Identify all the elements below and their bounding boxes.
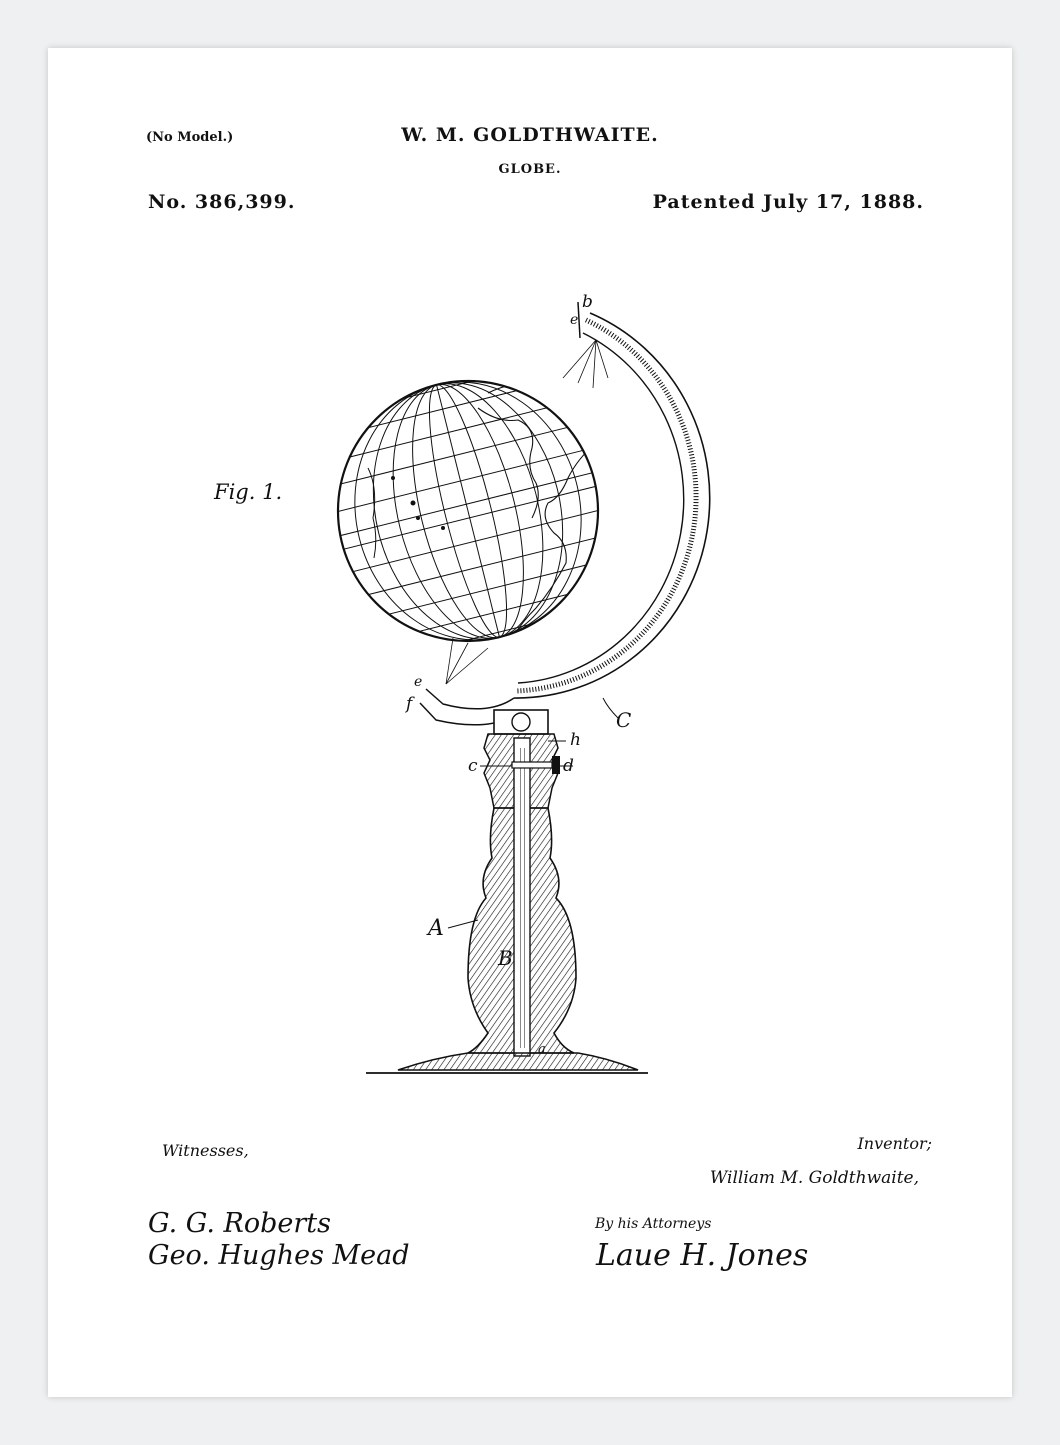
figure-label: Fig. 1. <box>214 480 283 504</box>
globe-sphere <box>301 340 636 684</box>
witnesses-label: Witnesses, <box>162 1141 249 1160</box>
inventor-signature: William M. Goldthwaite, <box>709 1168 919 1188</box>
inventor-heading: W. M. GOLDTHWAITE. <box>401 124 659 146</box>
patent-sheet <box>48 48 1012 1397</box>
pedestal-stand <box>366 710 648 1073</box>
globe-drawing <box>48 48 1012 1397</box>
inventor-label: Inventor; <box>857 1134 932 1153</box>
no-model-note: (No Model.) <box>146 130 234 145</box>
part-label-A: A <box>428 916 444 941</box>
part-label-e-bottom: e <box>414 674 423 690</box>
part-label-C: C <box>616 708 632 732</box>
part-label-d: d <box>563 756 574 776</box>
attorneys-label: By his Attorneys <box>595 1216 712 1232</box>
patent-number: No. 386,399. <box>148 191 296 213</box>
part-label-h: h <box>570 730 581 750</box>
invention-title: GLOBE. <box>498 162 562 177</box>
witness-signature-1: G. G. Roberts <box>148 1208 332 1239</box>
part-label-c: c <box>468 756 478 776</box>
part-label-b: b <box>582 292 593 312</box>
part-label-e-top: e <box>570 312 579 328</box>
part-label-B: B <box>498 946 513 970</box>
part-label-a: a <box>538 1042 546 1057</box>
meridian-ring <box>420 302 710 725</box>
part-label-f: f <box>406 694 413 714</box>
witness-signature-2: Geo. Hughes Mead <box>148 1240 410 1271</box>
patent-date: Patented July 17, 1888. <box>652 191 924 213</box>
attorney-signature: Laue H. Jones <box>596 1238 809 1273</box>
